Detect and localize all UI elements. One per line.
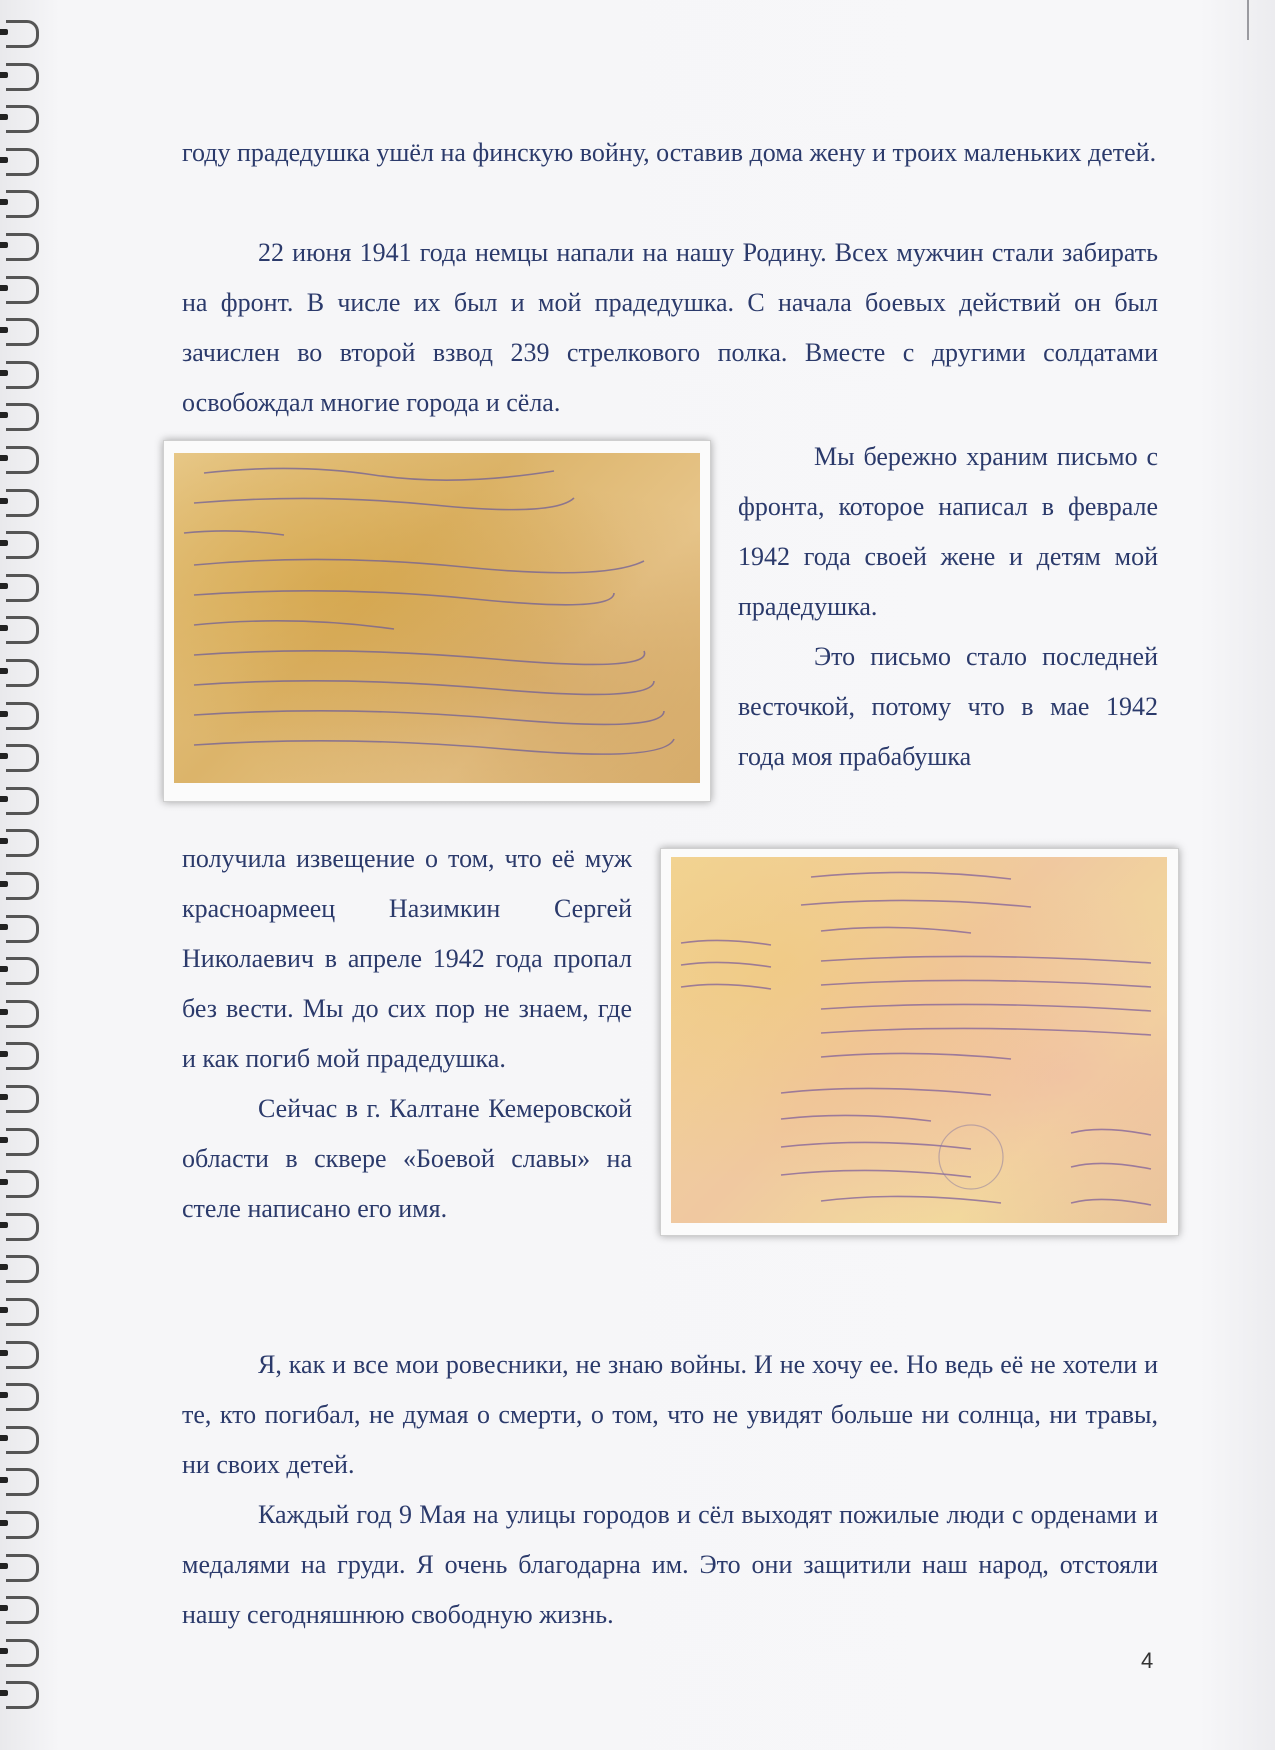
spiral-ring xyxy=(6,915,39,943)
paragraph-6: Я, как и все мои ровесники, не знаю войны. И не хочу ее. Но ведь её не хотели и те, кто погибал, не думая о смерти, о том, что не увидят больше ни солнца, ни травы, ни своих детей. xyxy=(182,1350,1158,1479)
paragraph-4a: Это письмо стало последней весточкой, потому что в мае 1942 года моя прабабушка xyxy=(738,642,1158,771)
spiral-ring xyxy=(6,1128,39,1156)
paragraph-4b-container xyxy=(182,834,632,1234)
spiral-ring xyxy=(6,276,39,304)
spiral-ring xyxy=(6,531,39,559)
handwriting-lines xyxy=(671,857,1167,1223)
spiral-ring xyxy=(6,361,39,389)
spiral-ring xyxy=(6,1042,39,1070)
paragraph-2: 22 июня 1941 года немцы напали на нашу Родину. Всех мужчин стали забирать на фронт. В числе их был и мой прадедушка. С начала боевых действий он был зачислен во второй взвод 239 стрелкового полка. Вместе с другими солдатами освобождал многие города и сёла. xyxy=(182,238,1158,417)
spiral-ring xyxy=(6,1383,39,1411)
spiral-ring xyxy=(6,148,39,176)
death-notice-photo xyxy=(660,848,1179,1236)
spiral-ring xyxy=(6,1213,39,1241)
spiral-ring xyxy=(6,318,39,346)
spiral-ring xyxy=(6,1596,39,1624)
spiral-ring xyxy=(6,190,39,218)
spiral-ring xyxy=(6,1554,39,1582)
paragraph-4b: получила извещение о том, что её муж красноармеец Назимкин Сергей Николаевич в апреле 1942 года пропал без вести. Мы до сих пор не знаем, где и как погиб мой прадедушка. xyxy=(182,844,632,1073)
spiral-ring xyxy=(6,1298,39,1326)
front-letter-photo xyxy=(163,440,711,802)
spiral-ring xyxy=(6,1681,39,1709)
paragraph-7: Каждый год 9 Мая на улицы городов и сёл выходят пожилые люди с орденами и медалями на груди. Я очень благодарна им. Это они защитили наш народ, отстояли нашу сегодняшнюю свободную жизнь. xyxy=(182,1500,1158,1629)
spiral-ring xyxy=(6,1341,39,1369)
letter-image xyxy=(174,453,700,783)
spiral-ring xyxy=(6,1511,39,1539)
spiral-ring xyxy=(6,872,39,900)
spiral-ring xyxy=(6,574,39,602)
spiral-ring xyxy=(6,1000,39,1028)
spiral-ring xyxy=(6,105,39,133)
paragraph-1: году прадедушка ушёл на финскую войну, оставив дома жену и троих маленьких детей. xyxy=(182,138,1157,167)
paragraph-2-container xyxy=(182,228,1158,428)
spiral-ring xyxy=(6,233,39,261)
spiral-ring xyxy=(6,787,39,815)
spiral-ring xyxy=(6,1468,39,1496)
spiral-ring xyxy=(6,63,39,91)
spiral-ring xyxy=(6,1426,39,1454)
spiral-ring xyxy=(6,20,39,48)
spiral-ring xyxy=(6,1085,39,1113)
spiral-ring xyxy=(6,403,39,431)
paragraph-3-container xyxy=(738,432,1158,782)
spiral-ring xyxy=(6,489,39,517)
spiral-ring xyxy=(6,1255,39,1283)
spiral-ring xyxy=(6,1170,39,1198)
spiral-ring xyxy=(6,616,39,644)
page-number: 4 xyxy=(1141,1648,1154,1673)
paragraph-5: Сейчас в г. Калтане Кемеровской области в сквере «Боевой славы» на стеле написано его имя. xyxy=(182,1094,632,1223)
page-edge xyxy=(1237,0,1249,40)
paragraph-1-container xyxy=(182,128,1158,178)
handwriting-lines xyxy=(174,453,700,783)
paragraph-6-container xyxy=(182,1340,1158,1640)
spiral-ring xyxy=(6,744,39,772)
spiral-ring xyxy=(6,829,39,857)
spiral-binding xyxy=(0,20,48,1740)
spiral-ring xyxy=(6,957,39,985)
notice-image xyxy=(671,857,1167,1223)
spiral-ring xyxy=(6,446,39,474)
paragraph-3: Мы бережно храним письмо с фронта, которое написал в феврале 1942 года своей жене и детям мой прадедушка. xyxy=(738,442,1158,621)
spiral-ring xyxy=(6,1639,39,1667)
spiral-ring xyxy=(6,659,39,687)
spiral-ring xyxy=(6,702,39,730)
